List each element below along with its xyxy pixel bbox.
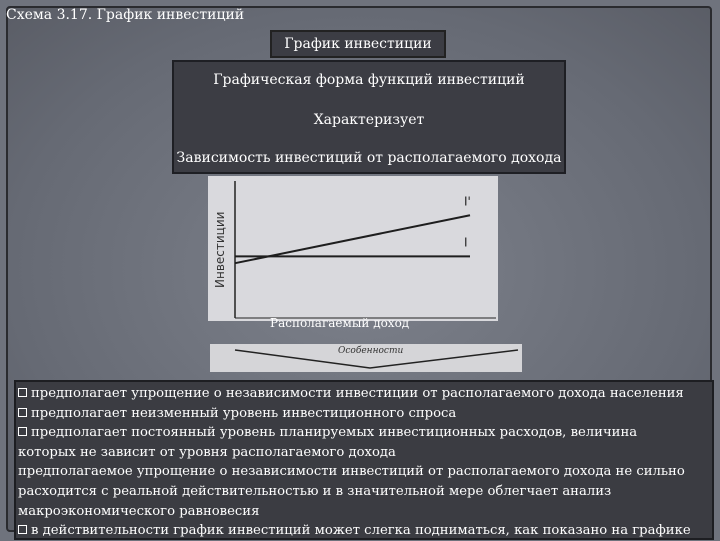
- text-line: расходится с реальной действительностью и в значительной мере облегчает анализ: [18, 483, 612, 499]
- text-line: предполагаемое упрощение о независимости инвестиций от располагаемого дохода не сильно: [18, 464, 685, 480]
- x-axis-label: Располагаемый доход: [270, 316, 410, 330]
- checkbox-icon: [18, 408, 27, 417]
- definition-line-3: Зависимость инвестиций от располагаемого дохода: [176, 150, 562, 166]
- features-label: Особенности: [338, 346, 404, 356]
- text-line: которых не зависит от уровня располагаемого дохода: [18, 444, 396, 460]
- checkbox-icon: [18, 427, 27, 436]
- checkbox-icon: [18, 388, 27, 397]
- definition-box: [172, 60, 566, 174]
- features-text-box: [14, 380, 714, 540]
- series-label-1: I: [464, 235, 468, 250]
- checkbox-icon: [18, 525, 27, 534]
- bullet-item: предполагает постоянный уровень планируемых инвестиционных расходов, величина: [18, 423, 712, 443]
- bullet-item: предполагает неизменный уровень инвестиционного спроса: [18, 404, 712, 424]
- features-strip: [210, 344, 522, 372]
- definition-line-2: Характеризует: [313, 112, 425, 128]
- investment-chart: [208, 176, 498, 321]
- chart-svg: [208, 176, 498, 321]
- series-label-0: I': [464, 194, 471, 209]
- definition-line-1: Графическая форма функций инвестиций: [213, 72, 525, 88]
- bullet-item: предполагает упрощение о независимости инвестиции от располагаемого дохода населения: [18, 384, 712, 404]
- bullet-item: в действительности график инвестиций может слегка подниматься, как показано на графике: [18, 521, 712, 541]
- header-box: График инвестиции: [270, 30, 446, 58]
- text-line: макроэкономического равновесия: [18, 503, 260, 519]
- slide-title: Схема 3.17. График инвестиций: [6, 7, 245, 23]
- y-axis-label: Инвестиции: [213, 211, 227, 288]
